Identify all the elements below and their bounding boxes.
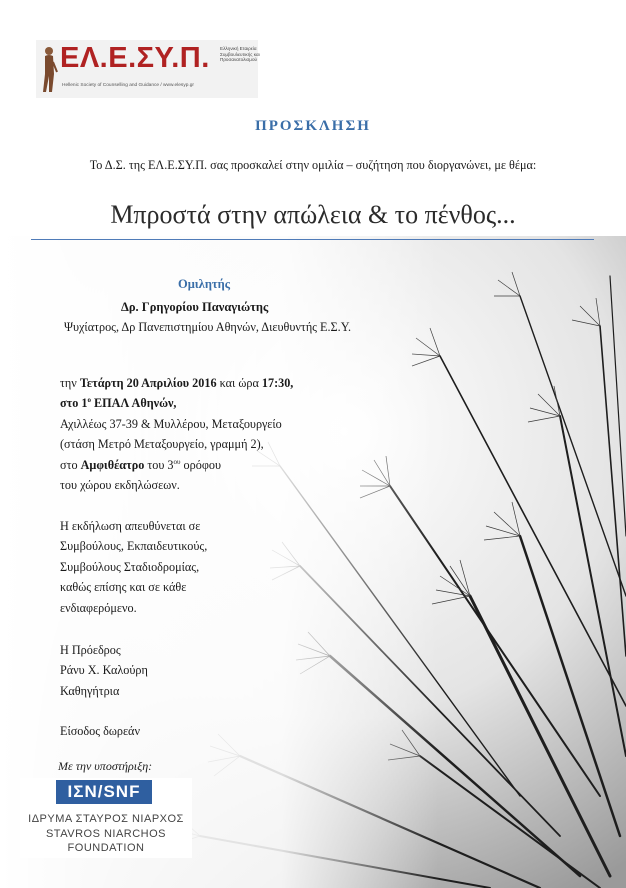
event-metro: (στάση Μετρό Μεταξουργείο, γραμμή 2), — [60, 437, 264, 452]
event-hall: Αμφιθέατρο — [80, 457, 145, 472]
speaker-name: Δρ. Γρηγορίου Παναγιώτης — [121, 300, 269, 314]
signature-role: Η Πρόεδρος — [60, 643, 121, 657]
audience-line: Συμβούλους Σταδιοδρομίας, — [60, 559, 200, 574]
signature-name: Ράνυ Χ. Καλούρη — [60, 663, 148, 678]
support-label: Με την υποστήριξη: — [58, 759, 153, 773]
event-details — [60, 373, 293, 495]
signature-block — [60, 640, 148, 701]
talk-subject: Μπροστά στην απώλεια & το πένθος... — [110, 200, 516, 229]
event-time: 17:30, — [261, 376, 294, 390]
audience-line: Η εκδήλωση απευθύνεται σε — [60, 519, 201, 533]
event-address: Αχιλλέως 37-39 & Μυλλέρου, Μεταξουργείο — [60, 416, 282, 431]
audience-line: ενδιαφερόμενο. — [60, 600, 137, 615]
logo-tagline: Hellenic Society of Counselling and Guidance / www.elesyp.gr — [62, 83, 194, 88]
free-entry: Είσοδος δωρεάν — [60, 724, 140, 738]
speaker-heading: Ομιλητής — [178, 277, 231, 291]
snf-mark: ΙΣΝ/SNF — [56, 780, 152, 804]
intro-text: Το Δ.Σ. της ΕΛ.Ε.ΣΥ.Π. σας προσκαλεί στην ομιλία – συζήτηση που διοργανώνει, με θέμα: — [89, 158, 537, 172]
divider-line — [31, 239, 594, 240]
signature-title: Καθηγήτρια — [60, 683, 120, 698]
audience-line: Συμβούλους, Εκπαιδευτικούς, — [60, 539, 208, 554]
event-date: Τετάρτη 20 Απριλίου 2016 — [79, 376, 217, 390]
seated-figure-icon — [40, 44, 58, 94]
event-space: του χώρου εκδηλώσεων. — [60, 478, 180, 493]
logo-description: Ελληνική Εταιρεία Συμβουλευτικής και Προσανατολισμού — [220, 46, 260, 63]
snf-logo — [20, 778, 192, 858]
speaker-role: Ψυχίατρος, Δρ Πανεπιστημίου Αθηνών, Διευθυντής Ε.Σ.Υ. — [64, 320, 352, 334]
page-title: ΠΡΟΣΚΛΗΣΗ — [255, 118, 371, 134]
event-venue-line: στο $1^o$ ΕΠΑΛ Αθηνών, — [60, 396, 177, 411]
snf-name-en-2: FOUNDATION — [67, 842, 145, 854]
snf-name-greek: ΙΔΡΥΜΑ ΣΤΑΥΡΟΣ ΝΙΑΡΧΟΣ — [28, 813, 184, 825]
event-venue: ΕΠΑΛ Αθηνών, — [90, 396, 177, 411]
audience-line: καθώς επίσης και σε κάθε — [60, 580, 187, 595]
event-hall-line: στο Αμφιθέατρο του $3^{o\upsilon}$ ορόφου — [60, 457, 221, 472]
elesyp-logo — [36, 40, 258, 98]
snf-name-en-1: STAVROS NIARCHOS — [45, 828, 167, 840]
logo-mark: ΕΛ.Ε.ΣΥ.Π. — [60, 42, 210, 74]
event-date-line: την Τετάρτη 20 Απριλίου 2016 και ώρα 17:30, — [60, 376, 294, 390]
audience-block — [60, 516, 207, 618]
